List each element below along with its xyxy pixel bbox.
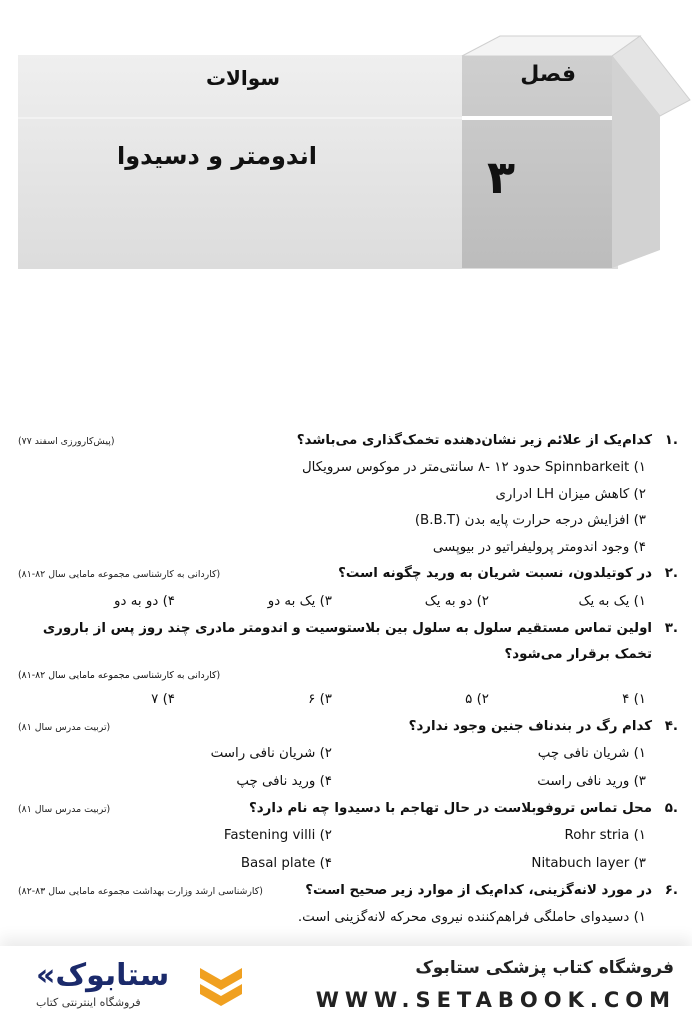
option-2[interactable]: ۲) شریان نافی راست: [210, 746, 332, 761]
option-4[interactable]: ۴) وجود اندومتر پرولیفراتیو در بیوپسی: [432, 539, 646, 555]
question-header: [18, 428, 678, 455]
question-3: [18, 616, 678, 714]
question-text: کدام‌یک از علائم زیر نشان‌دهنده تخمک‌گذاری می‌باشد؟: [296, 433, 652, 448]
question-header: [18, 796, 678, 823]
option-1[interactable]: ۱) Spinnbarkeit حدود ۱۲ -۸ سانتی‌متر در موکوس سرویکال: [301, 460, 646, 475]
banner-graphic: [0, 0, 692, 290]
chapter-number: ۳: [486, 150, 516, 204]
question-source: (کاردانی به کارشناسی مجموعه مامایی سال ۸۲-۸۱): [18, 569, 221, 580]
question-source: (کاردانی به کارشناسی مجموعه مامایی سال ۸۲-۸۱): [18, 670, 221, 681]
question-header: [18, 616, 678, 668]
question-text: در کوتیلدون، نسبت شریان به ورید چگونه است؟: [338, 566, 652, 581]
section-label: سوالات: [205, 66, 280, 90]
option-3[interactable]: ۳) افزایش درجه حرارت پایه بدن (B.B.T): [414, 513, 646, 528]
option-4[interactable]: ۴) دو به دو: [114, 594, 175, 609]
question-1: [18, 428, 678, 561]
option-2[interactable]: ۲) دو به یک: [424, 594, 489, 609]
chapter-label: فصل: [520, 62, 576, 87]
option-3[interactable]: ۳) ۶: [308, 692, 332, 707]
option-list: [18, 588, 678, 616]
question-number: .۲: [664, 566, 678, 581]
question-source: (کارشناسی ارشد وزارت بهداشت مجموعه مامایی سال ۸۳-۸۲): [18, 886, 263, 897]
option-list: [18, 686, 678, 714]
question-number: .۴: [664, 719, 678, 734]
question-text: محل تماس تروفوبلاست در حال تهاجم با دسیدوا چه نام دارد؟: [249, 801, 652, 816]
question-4: [18, 714, 678, 796]
question-header: [18, 561, 678, 588]
option-1[interactable]: ۱) یک به یک: [578, 594, 646, 609]
option-3[interactable]: ۳) ورید نافی راست: [537, 774, 646, 789]
chapter-banner: [0, 0, 692, 290]
question-source: (پیش‌کارورزی اسفند ۷۷): [18, 436, 115, 447]
option-1[interactable]: ۱) شریان نافی چپ: [537, 746, 646, 761]
question-6: [18, 878, 678, 932]
question-header: [18, 878, 678, 905]
option-1[interactable]: ۱) دسیدوای حاملگی فراهم‌کننده نیروی محرکه لانه‌گزینی است.: [297, 910, 646, 925]
option-4[interactable]: ۴) Basal plate: [240, 856, 332, 871]
option-1[interactable]: ۱) Rohr stria: [564, 828, 646, 843]
chapter-title: اندومتر و دسیدوا: [117, 142, 317, 170]
store-name: فروشگاه کتاب پزشکی ستابوک: [415, 958, 674, 978]
store-footer: [0, 946, 692, 1024]
question-text: در مورد لانه‌گزینی، کدام‌یک از موارد زیر صحیح است؟: [305, 883, 652, 898]
question-header: [18, 714, 678, 741]
question-text: اولین تماس مستقیم سلول به سلول بین بلاستوسیت و اندومتر مادری چند روز پس از باروری تخمک برقرار می‌شود؟: [42, 621, 652, 662]
option-list: [18, 823, 678, 878]
option-list: [18, 905, 678, 932]
question-source: (تربیت مدرس سال ۸۱): [18, 804, 111, 815]
option-1[interactable]: ۱) ۴: [622, 692, 646, 707]
logo-wordmark: «ستابوک: [36, 958, 170, 993]
option-3[interactable]: ۳) Nitabuch layer: [531, 856, 646, 871]
option-2[interactable]: ۲) کاهش میزان LH ادراری: [495, 486, 646, 502]
logo-subtitle: فروشگاه اینترنتی کتاب: [36, 996, 141, 1009]
option-3[interactable]: ۳) یک به دو: [267, 594, 332, 609]
question-source: (تربیت مدرس سال ۸۱): [18, 722, 111, 733]
question-number: .۱: [664, 433, 678, 448]
option-list: [18, 455, 678, 561]
question-number: .۳: [664, 621, 678, 636]
question-number: .۶: [664, 883, 678, 898]
setabook-logo-icon: [196, 962, 246, 1014]
question-text: کدام رگ در بندناف جنین وجود ندارد؟: [408, 719, 652, 734]
option-4[interactable]: ۴) ۷: [151, 692, 175, 707]
question-2: [18, 561, 678, 616]
question-5: [18, 796, 678, 878]
option-2[interactable]: ۲) ۵: [465, 692, 489, 707]
option-2[interactable]: ۲) Fastening villi: [223, 828, 332, 843]
option-4[interactable]: ۴) ورید نافی چپ: [236, 774, 332, 789]
question-number: .۵: [664, 801, 678, 816]
store-url[interactable]: WWW.SETABOOK.COM: [315, 988, 676, 1012]
option-list: [18, 741, 678, 796]
question-list: [18, 428, 678, 932]
